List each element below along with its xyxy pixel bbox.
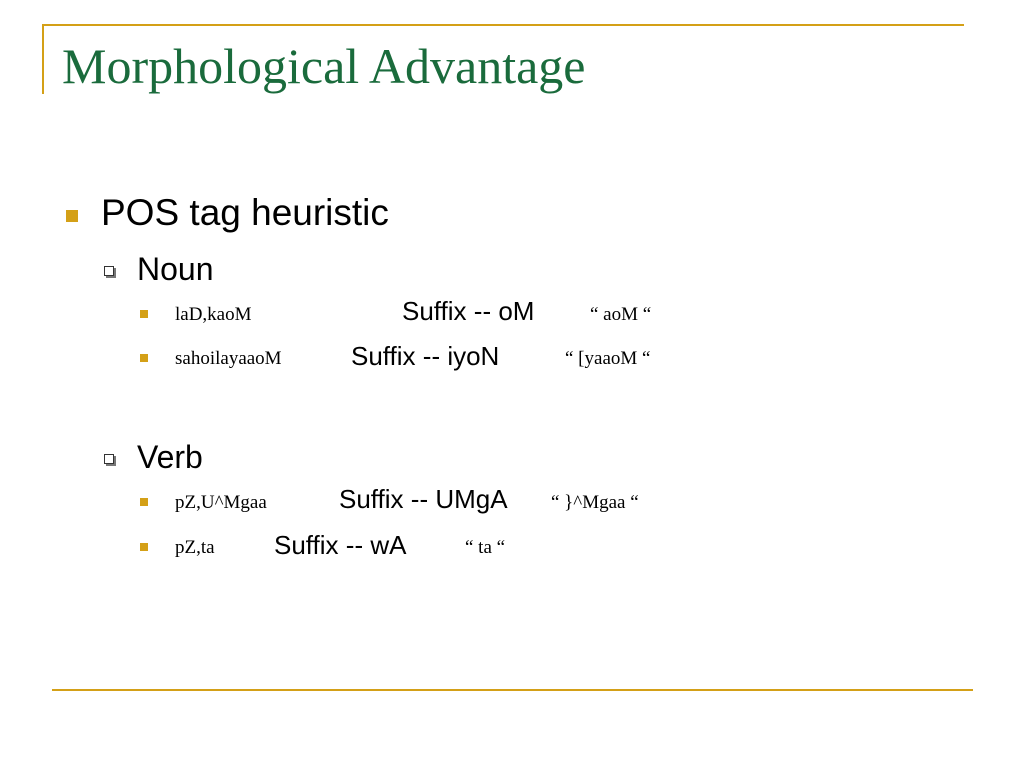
noun-item-2-example: “ [yaaoM “ — [565, 348, 651, 369]
noun-item-1-example: “ aoM “ — [590, 304, 652, 325]
noun-item-1-bullet-icon — [140, 310, 148, 318]
left-rule — [42, 24, 44, 94]
noun-item-2-suffix: Suffix -- iyoN — [351, 341, 500, 371]
verb-item-2-example: “ ta “ — [465, 537, 506, 558]
verb-label: Verb — [137, 439, 203, 475]
verb-item-1-word: pZ,U^Mgaa — [175, 492, 267, 513]
noun-item-2-bullet-icon — [140, 354, 148, 362]
bottom-rule — [52, 689, 973, 691]
noun-bullet-icon — [104, 266, 114, 276]
verb-item-2-bullet-icon — [140, 543, 148, 551]
level1-text: POS tag heuristic — [101, 192, 389, 233]
noun-item-2-word: sahoilayaaoM — [175, 348, 282, 369]
verb-item-1-bullet-icon — [140, 498, 148, 506]
verb-item-1-suffix: Suffix -- UMgA — [339, 484, 508, 514]
verb-bullet-icon — [104, 454, 114, 464]
noun-item-1-word: laD,kaoM — [175, 304, 252, 325]
noun-item-1-suffix: Suffix -- oM — [402, 296, 535, 326]
noun-label: Noun — [137, 251, 214, 287]
slide-title: Morphological Advantage — [62, 38, 586, 94]
top-rule — [42, 24, 964, 26]
verb-item-1-example: “ }^Mgaa “ — [551, 492, 639, 513]
verb-item-2-word: pZ,ta — [175, 537, 215, 558]
verb-item-2-suffix: Suffix -- wA — [274, 530, 407, 560]
level1-bullet-icon — [66, 210, 78, 222]
